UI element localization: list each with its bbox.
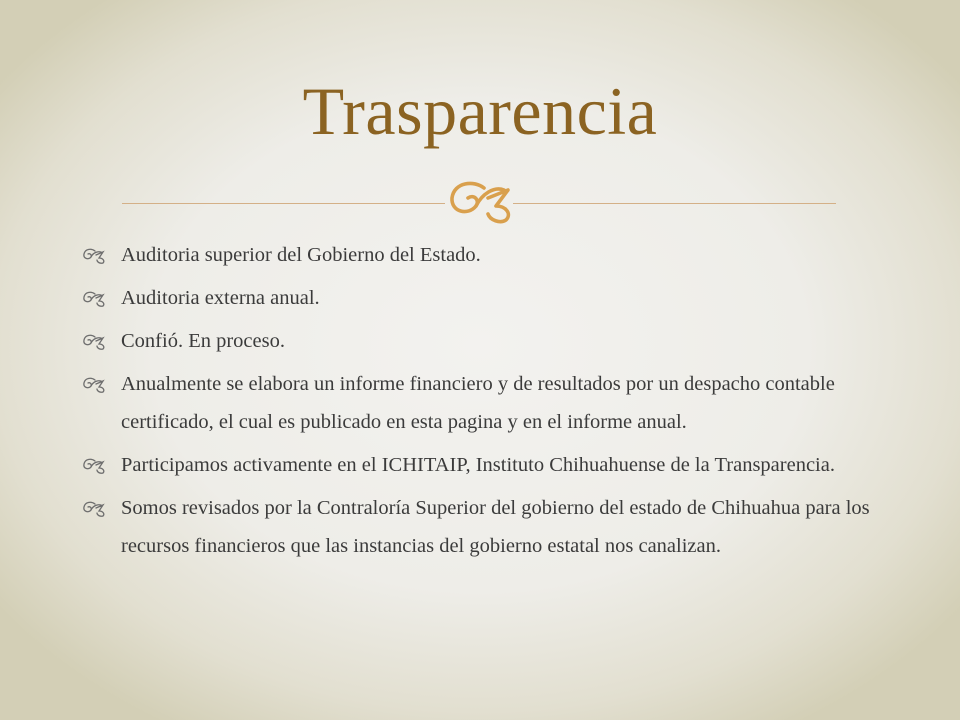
flourish-bullet-icon: [82, 332, 106, 350]
bullet-text: Participamos activamente en el ICHITAIP, Instituto Chihuahuense de la Transparencia.: [121, 454, 835, 476]
bullet-text: Auditoria superior del Gobierno del Estado.: [121, 244, 481, 266]
title-divider-left: [122, 203, 445, 204]
flourish-bullet-icon: [82, 246, 106, 264]
bullet-item: [82, 489, 872, 565]
flourish-bullet-icon: [82, 375, 106, 393]
bullet-item: [82, 236, 872, 274]
flourish-bullet-icon: [82, 456, 106, 474]
slide-title: Trasparencia: [302, 73, 658, 149]
bullet-item: [82, 365, 872, 441]
flourish-ornament-icon: [444, 176, 516, 224]
bullet-item: [82, 322, 872, 360]
bullet-list: [82, 236, 872, 570]
title-divider-right: [513, 203, 836, 204]
bullet-text: Anualmente se elabora un informe financiero y de resultados por un despacho contable certificado, el cual es publicado en esta pagina y en el informe anual.: [121, 373, 835, 433]
bullet-item: [82, 279, 872, 317]
bullet-item: [82, 446, 872, 484]
bullet-text: Confió. En proceso.: [121, 330, 285, 352]
flourish-bullet-icon: [82, 289, 106, 307]
bullet-text: Somos revisados por la Contraloría Superior del gobierno del estado de Chihuahua para los recursos financieros que las instancias del gobierno estatal nos canalizan.: [121, 497, 870, 557]
bullet-text: Auditoria externa anual.: [121, 287, 320, 309]
flourish-bullet-icon: [82, 499, 106, 517]
